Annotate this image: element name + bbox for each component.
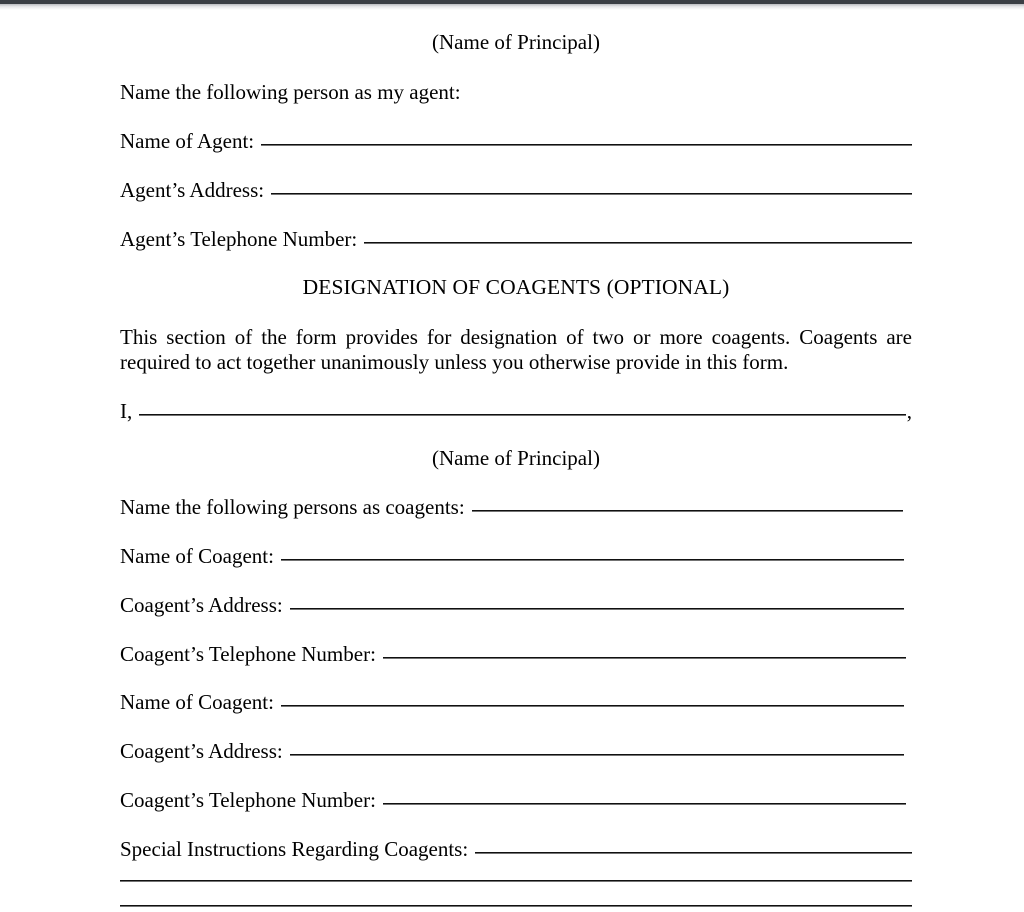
- field-agent-phone[interactable]: [120, 228, 912, 251]
- field-coagents-intro-label: Name the following persons as coagents:: [120, 495, 465, 519]
- field-agent-address[interactable]: [120, 179, 912, 202]
- page-edge-gradient: [0, 4, 1024, 10]
- field-agent-address-label: Agent’s Address:: [120, 178, 265, 202]
- field-agent-name-rule[interactable]: [261, 144, 912, 145]
- field-coagent1-name[interactable]: [120, 545, 912, 568]
- field-coagent1-phone-rule[interactable]: [383, 657, 906, 658]
- field-coagent2-name-label: Name of Coagent:: [120, 690, 274, 714]
- field-coagent1-address-rule[interactable]: [290, 608, 904, 609]
- section-paragraph: This section of the form provides for designation of two or more coagents. Coagents are required to act together unanimously unless you otherwise provide in this form.: [120, 325, 912, 374]
- field-coagent1-address[interactable]: [120, 594, 912, 617]
- field-coagents-intro-rule[interactable]: [472, 510, 903, 511]
- field-principal-name-rule[interactable]: [139, 414, 906, 415]
- field-coagent2-address-rule[interactable]: [290, 754, 904, 755]
- field-special-instructions-rule[interactable]: [475, 852, 912, 853]
- field-agent-address-rule[interactable]: [271, 193, 912, 194]
- principal-caption-top: (Name of Principal): [432, 30, 600, 54]
- field-principal-name-trailing-comma: ,: [906, 399, 912, 423]
- field-special-instructions-rule-line2[interactable]: [120, 880, 912, 881]
- field-coagent2-address-label: Coagent’s Address:: [120, 739, 283, 763]
- section-heading-designation-of-coagents: DESIGNATION OF COAGENTS (OPTIONAL): [302, 275, 730, 299]
- field-special-instructions-label: Special Instructions Regarding Coagents:: [120, 837, 469, 861]
- field-principal-name-label: I,: [120, 399, 133, 423]
- field-coagent1-name-rule[interactable]: [281, 559, 904, 560]
- field-coagent2-phone-label: Coagent’s Telephone Number:: [120, 788, 376, 812]
- page-top-edge: [0, 0, 1024, 10]
- field-coagent1-address-label: Coagent’s Address:: [120, 593, 283, 617]
- field-agent-name-label: Name of Agent:: [120, 129, 255, 153]
- field-coagent1-name-label: Name of Coagent:: [120, 544, 274, 568]
- agent-intro-text: Name the following person as my agent:: [120, 80, 461, 104]
- field-coagent2-name-rule[interactable]: [281, 705, 904, 706]
- field-special-instructions-rule-line3[interactable]: [120, 905, 912, 906]
- field-coagents-intro[interactable]: [120, 496, 912, 519]
- field-coagent2-name[interactable]: [120, 691, 912, 714]
- field-coagent1-phone-label: Coagent’s Telephone Number:: [120, 642, 376, 666]
- field-principal-name[interactable]: [120, 400, 912, 423]
- field-coagent2-phone-rule[interactable]: [383, 803, 906, 804]
- field-agent-phone-rule[interactable]: [364, 242, 912, 243]
- field-coagent1-phone[interactable]: [120, 643, 912, 666]
- field-agent-name[interactable]: [120, 130, 912, 153]
- field-coagent2-address[interactable]: [120, 740, 912, 763]
- principal-caption-middle: (Name of Principal): [432, 446, 600, 470]
- field-special-instructions[interactable]: [120, 838, 912, 861]
- field-agent-phone-label: Agent’s Telephone Number:: [120, 227, 358, 251]
- field-coagent2-phone[interactable]: [120, 789, 912, 812]
